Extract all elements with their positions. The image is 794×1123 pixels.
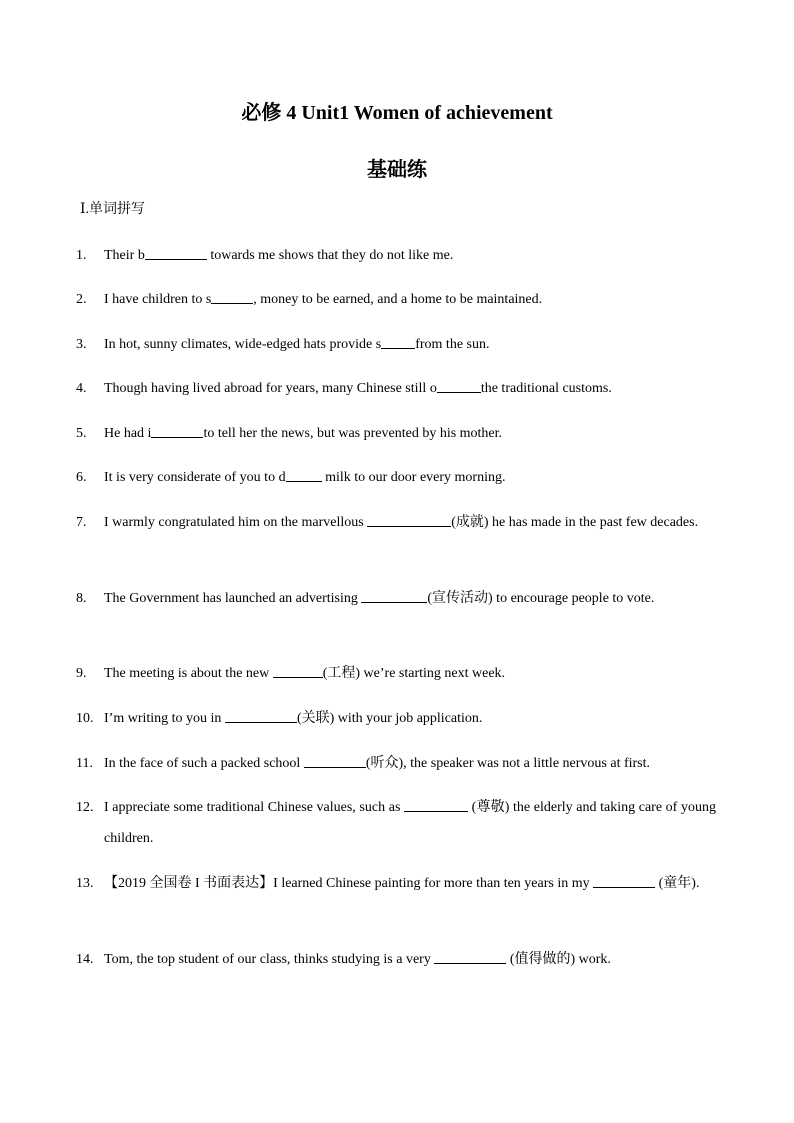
answer-blank[interactable] — [286, 467, 322, 482]
item-text-before: I appreciate some traditional Chinese values, such as — [104, 800, 405, 815]
item-text — [104, 418, 716, 449]
section-heading: Ⅰ.单词拼写 — [80, 202, 146, 217]
item-text-after: (尊敬) the elderly and taking care of young children. — [104, 800, 716, 846]
item-text-before: In the face of such a packed school — [104, 756, 304, 771]
item-text-after: (听众), the speaker was not a little nervous at first. — [365, 756, 651, 771]
item-number: 10. — [76, 711, 94, 726]
item-text-after: (关联) with your job application. — [296, 711, 483, 726]
item-text-before: I’m writing to you in — [104, 711, 225, 726]
item-text-after: (值得做的) work. — [506, 952, 611, 967]
item-text-after: towards me shows that they do not like me. — [206, 248, 454, 263]
item-text-after: milk to our door every morning. — [321, 470, 506, 485]
page-subtitle: 基础练 — [367, 159, 427, 181]
answer-blank[interactable] — [304, 753, 366, 768]
item-text — [104, 329, 716, 360]
item-text — [104, 373, 716, 404]
item-text — [104, 748, 716, 779]
item-number: 2. — [76, 292, 87, 307]
item-number: 5. — [76, 426, 87, 441]
item-text — [104, 868, 716, 899]
answer-blank[interactable] — [145, 245, 207, 260]
item-text-after: , money to be earned, and a home to be maintained. — [253, 292, 543, 307]
item-number: 7. — [76, 515, 87, 530]
item-text — [104, 462, 716, 493]
item-number: 13. — [76, 876, 94, 891]
answer-blank[interactable] — [151, 423, 203, 438]
answer-blank[interactable] — [273, 663, 323, 678]
item-text-before: Tom, the top student of our class, thinks studying is a very — [104, 952, 435, 967]
item-text-before: He had i — [104, 426, 152, 441]
item-text — [104, 658, 716, 689]
item-text-after: to tell her the news, but was prevented by his mother. — [203, 426, 503, 441]
answer-blank[interactable] — [434, 949, 506, 964]
answer-blank[interactable] — [593, 873, 655, 888]
item-number: 12. — [76, 800, 94, 815]
item-text — [104, 240, 716, 271]
item-text-after: (宣传活动) to encourage people to vote. — [427, 591, 655, 606]
item-text-before: Though having lived abroad for years, many Chinese still o — [104, 381, 437, 396]
item-text-before: It is very considerate of you to d — [104, 470, 286, 485]
answer-blank[interactable] — [381, 334, 415, 349]
item-number: 6. — [76, 470, 87, 485]
item-number: 1. — [76, 248, 87, 263]
item-text — [104, 284, 716, 315]
item-text-after: from the sun. — [415, 337, 490, 352]
answer-blank[interactable] — [404, 797, 468, 812]
answer-blank[interactable] — [211, 289, 253, 304]
item-number: 8. — [76, 591, 87, 606]
item-text-before: I warmly congratulated him on the marvellous — [104, 515, 368, 530]
answer-blank[interactable] — [437, 378, 481, 393]
answer-blank[interactable] — [361, 588, 427, 603]
page-title: 必修 4 Unit1 Women of achievement — [241, 102, 553, 124]
item-text-after: the traditional customs. — [480, 381, 612, 396]
item-number: 9. — [76, 666, 87, 681]
item-text-before: In hot, sunny climates, wide-edged hats provide s — [104, 337, 382, 352]
item-text — [104, 507, 716, 538]
item-text-after: (成就) he has made in the past few decades. — [451, 515, 699, 530]
item-number: 3. — [76, 337, 87, 352]
item-number: 4. — [76, 381, 87, 396]
item-text-before: Their b — [104, 248, 145, 263]
item-text-after: (童年). — [655, 876, 700, 891]
item-text — [104, 944, 716, 975]
item-number: 14. — [76, 952, 94, 967]
item-text — [104, 703, 716, 734]
item-text-after: (工程) we’re starting next week. — [322, 666, 506, 681]
item-text-before: The Government has launched an advertising — [104, 591, 362, 606]
item-text-before: 【2019 全国卷 I 书面表达】I learned Chinese painting for more than ten years in my — [104, 876, 594, 891]
item-text — [104, 583, 716, 614]
item-text — [104, 792, 716, 854]
answer-blank[interactable] — [367, 512, 451, 527]
item-text-before: The meeting is about the new — [104, 666, 273, 681]
item-text-before: I have children to s — [104, 292, 212, 307]
item-number: 11. — [76, 756, 93, 771]
answer-blank[interactable] — [225, 708, 297, 723]
